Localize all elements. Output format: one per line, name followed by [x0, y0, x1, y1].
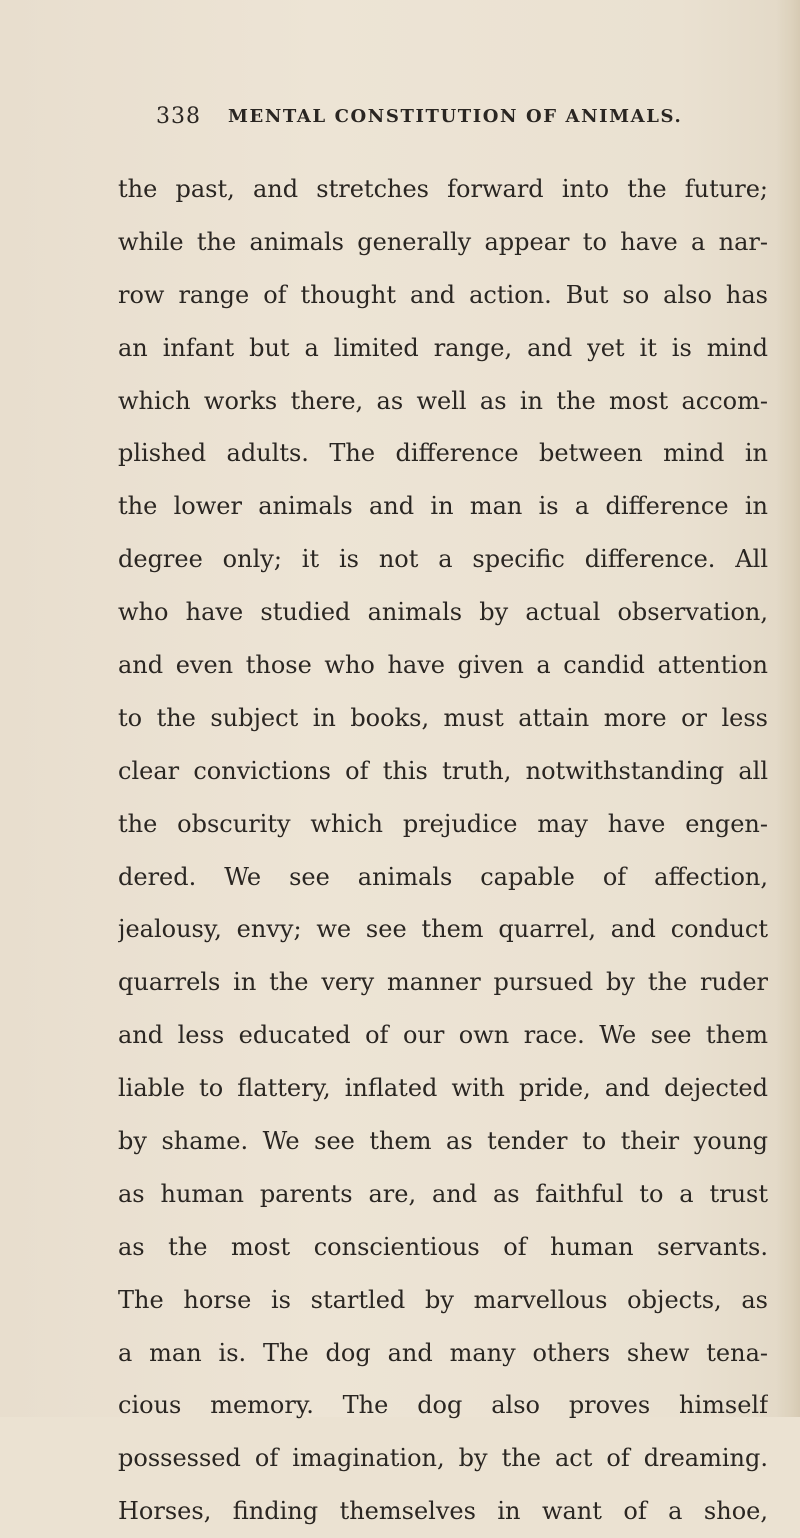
text-line: the obscurity which prejudice may have engen-: [118, 809, 768, 838]
text-line: to the subject in books, must attain more or less: [118, 703, 768, 732]
body-text: [118, 163, 768, 1538]
running-title: MENTAL CONSTITUTION OF ANIMALS.: [228, 106, 683, 127]
text-line: as human parents are, and as faithful to a trust: [118, 1179, 768, 1208]
text-line: possessed of imagination, by the act of dreaming.: [118, 1444, 768, 1473]
text-line: while the animals generally appear to have a nar-: [118, 227, 768, 256]
text-line: by shame. We see them as tender to their young: [118, 1127, 768, 1156]
text-line: the lower animals and in man is a difference in: [118, 492, 768, 521]
text-line: degree only; it is not a specific difference. All: [118, 545, 768, 574]
text-line: liable to flattery, inflated with pride, and dejected: [118, 1074, 768, 1103]
text-line: which works there, as well as in the most accom-: [118, 386, 768, 415]
text-line: cious memory. The dog also proves himself: [118, 1391, 768, 1420]
page-edge-shadow: [776, 0, 800, 1417]
text-line: Horses, finding themselves in want of a shoe,: [118, 1497, 768, 1526]
page-header: [156, 104, 756, 138]
text-line: plished adults. The difference between mind in: [118, 439, 768, 468]
text-line: an infant but a limited range, and yet it is mind: [118, 333, 768, 362]
text-line: and even those who have given a candid attention: [118, 651, 768, 680]
text-line: The horse is startled by marvellous objects, as: [118, 1285, 768, 1314]
text-line: row range of thought and action. But so also has: [118, 280, 768, 309]
text-line: the past, and stretches forward into the future;: [118, 175, 768, 203]
text-line: dered. We see animals capable of affection,: [118, 862, 768, 891]
text-line: who have studied animals by actual observation,: [118, 598, 768, 627]
text-line: quarrels in the very manner pursued by the ruder: [118, 968, 768, 997]
text-line: a man is. The dog and many others shew tena-: [118, 1338, 768, 1367]
text-line: jealousy, envy; we see them quarrel, and conduct: [118, 915, 768, 944]
text-line: as the most conscientious of human servants.: [118, 1232, 768, 1261]
text-line: and less educated of our own race. We see them: [118, 1021, 768, 1050]
page-number: 338: [156, 104, 201, 129]
text-line: clear convictions of this truth, notwithstanding all: [118, 756, 768, 785]
